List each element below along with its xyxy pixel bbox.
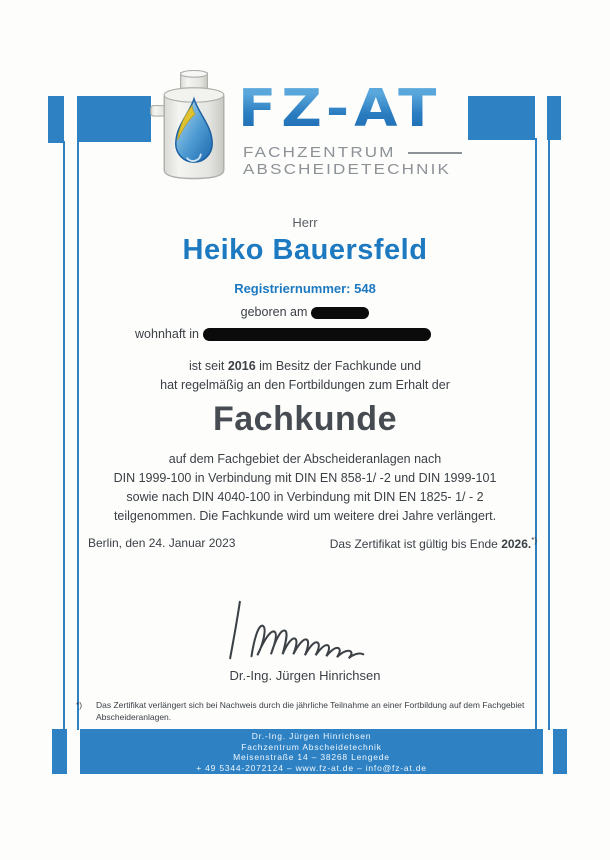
logo-subtitle-line1: FACHZENTRUM: [243, 144, 396, 161]
certificate-title: Fachkunde: [213, 400, 397, 438]
redaction-bar-birthdate: [311, 307, 369, 319]
logo-subtitle-rule: [408, 152, 462, 154]
recipient-name: Heiko Bauersfeld: [182, 234, 428, 266]
separator-tank-logo-icon: [150, 70, 238, 190]
frame-top-right-cap: [547, 96, 561, 140]
birthdate-line: [0, 305, 610, 319]
body-line1: auf dem Fachgebiet der Abscheideranlagen nach: [168, 452, 442, 466]
logo-subtitle-line2: ABSCHEIDETECHNIK: [243, 161, 452, 178]
residence-line: [0, 327, 588, 341]
brand-wordmark: FZ-AT: [238, 82, 468, 139]
body-line2: DIN 1999-100 in Verbindung mit DIN EN 858-1/ -2 und DIN 1999-101: [113, 471, 497, 485]
residence-label: wohnhaft in: [135, 327, 199, 341]
signer-name: Dr.-Ing. Jürgen Hinrichsen: [229, 668, 381, 683]
birthdate-label: geboren am: [240, 305, 308, 319]
footnote-line1: Das Zertifikat verlängert sich bei Nachweis durch die jährliche Teilnahme an einer Fortbildung auf dem Fachgebiet: [96, 700, 525, 710]
redaction-bar-address: [203, 328, 431, 341]
salutation: Herr: [292, 215, 318, 230]
frame-bottom-left-cap: [52, 729, 67, 774]
intro-pre: ist seit: [188, 359, 225, 373]
validity-footnote-mark: *): [531, 536, 537, 545]
footer-line4: + 49 5344-2072124 – www.fz-at.de – info@fz-at.de: [196, 762, 427, 773]
footer-contact-bar: [80, 729, 543, 774]
validity-pre: Das Zertifikat ist gültig bis Ende: [329, 537, 498, 551]
validity-year: 2026.: [501, 537, 532, 551]
footnote-line2: Abscheideranlagen.: [96, 711, 172, 722]
body-line3: sowie nach DIN 4040-100 in Verbindung mit DIN EN 1825- 1/ - 2: [126, 490, 484, 504]
intro-year: 2016: [227, 359, 256, 373]
intro-post: im Besitz der Fachkunde und: [259, 359, 422, 373]
footer-line2: Fachzentrum Abscheidetechnik: [241, 741, 382, 752]
footnote-mark: *): [76, 700, 83, 710]
frame-top-bar-right: [468, 96, 535, 140]
body-line4: teilgenommen. Die Fachkunde wird um weitere drei Jahre verlängert.: [113, 509, 497, 523]
intro-line1: [0, 359, 610, 373]
footer-line3: Meisenstraße 14 – 38268 Lengede: [233, 752, 390, 762]
frame-bottom-right-cap: [553, 729, 567, 774]
frame-top-bar-left: [77, 96, 151, 142]
place-date: Berlin, den 24. Januar 2023: [88, 536, 236, 550]
registration-number: Registriernummer: 548: [234, 281, 376, 296]
footer-line1: Dr.-Ing. Jürgen Hinrichsen: [251, 731, 372, 741]
frame-top-left-cap: [48, 96, 64, 143]
footnote-text: [96, 700, 524, 723]
intro-line2: hat regelmäßig an den Fortbildungen zum Erhalt der: [160, 378, 450, 392]
signature: [218, 596, 388, 664]
validity-statement: [330, 536, 537, 551]
